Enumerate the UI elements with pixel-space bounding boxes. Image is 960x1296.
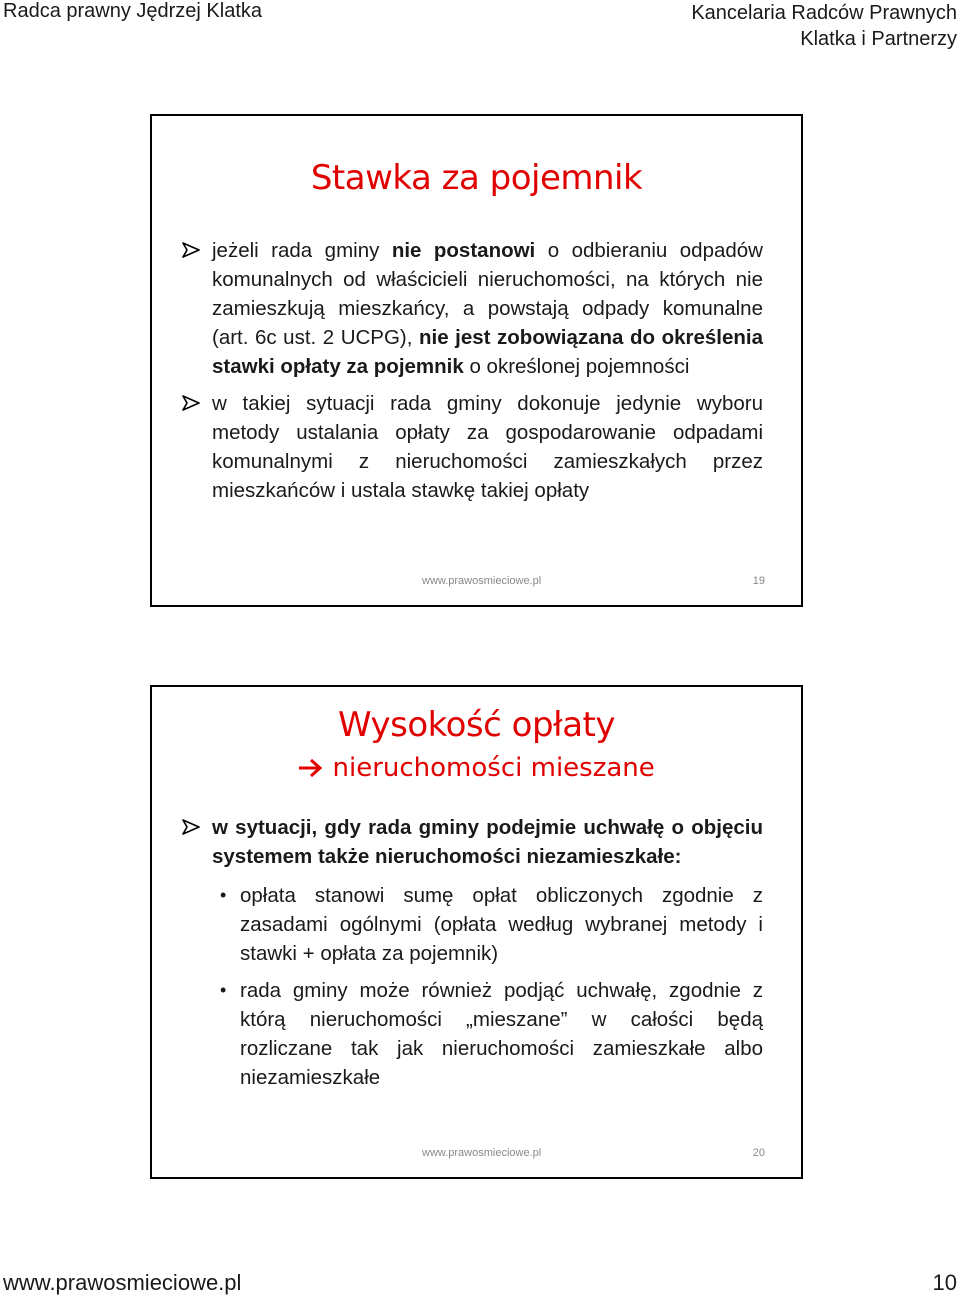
bullet-bold-text: nie postanowi <box>391 239 536 262</box>
slide-20 <box>150 685 803 1179</box>
sub-bullet-list <box>212 881 763 1092</box>
list-item <box>180 389 763 505</box>
slide-subtitle <box>152 753 801 783</box>
list-item <box>212 881 763 968</box>
bullet-text: o określonej pojemności <box>463 355 690 378</box>
slide-number: 19 <box>752 575 765 587</box>
slide-subtitle-text: nieruchomości mieszane <box>332 753 655 783</box>
slide-title: Wysokość opłaty <box>338 705 615 745</box>
bullet-bold-text: nie jest zobowiązana do określenia stawki opłaty za pojemnik <box>212 326 763 378</box>
slide-number: 20 <box>752 1147 765 1159</box>
bullet-text: w takiej sytuacji rada gminy dokonuje jedynie wyboru metody ustalania opłaty za gospodarowanie odpadami komunalnymi z nieruchomości zamieszkałych przez mieszkańców i ustala stawkę takiej opłaty <box>212 392 763 502</box>
bullet-text: jeżeli rada gminy <box>212 239 392 262</box>
dot-bullet-icon: • <box>220 885 227 905</box>
slide-19 <box>150 114 803 607</box>
arrowhead-bullet-icon <box>180 813 204 842</box>
bullet-list <box>180 236 763 513</box>
arrowhead-bullet-icon <box>180 236 204 265</box>
sub-bullet-text: opłata stanowi sumę opłat obliczonych zgodnie z zasadami ogólnymi (opłata według wybranej metody i stawki + opłata za pojemnik) <box>240 884 763 965</box>
page-number: 10 <box>932 1270 957 1295</box>
list-item <box>212 976 763 1092</box>
slide-footer-url: www.prawosmieciowe.pl <box>422 575 542 587</box>
slide-footer-url: www.prawosmieciowe.pl <box>422 1147 542 1159</box>
bullet-bold-text: w sytuacji, gdy rada gminy podejmie uchwałę o objęciu systemem także nieruchomości niezamieszkałe: <box>212 816 763 868</box>
arrow-right-icon <box>298 753 332 783</box>
slide-title: Stawka za pojemnik <box>310 158 643 198</box>
list-item <box>180 813 763 1092</box>
page-header-firm-line2: Klatka i Partnerzy <box>800 28 957 50</box>
list-item <box>180 236 763 381</box>
sub-bullet-text: rada gminy może również podjąć uchwałę, zgodnie z którą nieruchomości „mieszane” w całości będą rozliczane tak jak nieruchomości zamieszkałe albo niezamieszkałe <box>240 979 763 1089</box>
dot-bullet-icon: • <box>220 980 227 1000</box>
bullet-text: o odbieraniu odpadów komunalnych od właścicieli nieruchomości, na których nie zamieszkują mieszkańcy, a powstają odpady komunalne (art. 6c ust. 2 UCPG), <box>212 239 763 349</box>
page-footer-url: www.prawosmieciowe.pl <box>3 1270 242 1295</box>
page-header-firm <box>691 0 957 52</box>
arrowhead-bullet-icon <box>180 389 204 418</box>
page-header-firm-line1: Kancelaria Radców Prawnych <box>691 2 957 24</box>
bullet-list <box>180 813 763 1100</box>
page-header-author: Radca prawny Jędrzej Klatka <box>3 0 263 22</box>
